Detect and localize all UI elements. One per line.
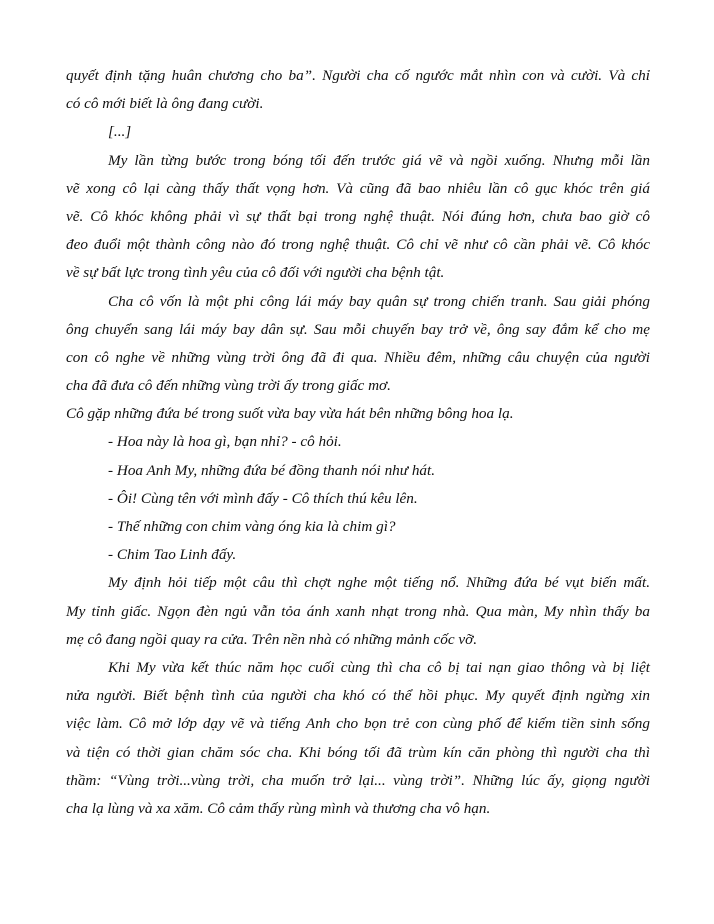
- document-body: [66, 62, 650, 823]
- text-line: My tỉnh giấc. Ngọn đèn ngủ vẫn tỏa ánh xanh nhạt trong nhà. Qua màn, My nhìn thấy ba: [66, 602, 650, 620]
- text-line: mẹ cô đang ngồi quay ra cửa. Trên nền nhà có những mảnh cốc vỡ.: [66, 630, 478, 648]
- text-line: thầm: “Vùng trời...vùng trời, cha muốn trở lại... vùng trời”. Những lúc ấy, giọng người: [66, 771, 650, 789]
- text-line: việc làm. Cô mở lớp dạy vẽ và tiếng Anh cho bọn trẻ con cùng phố để kiếm tiền sinh sống: [66, 715, 650, 733]
- dialogue-line: - Hoa Anh My, những đứa bé đồng thanh nói như hát.: [108, 461, 436, 479]
- text-line: quyết định tặng huân chương cho ba”. Người cha cố ngước mắt nhìn con và cười. Và chỉ: [66, 67, 650, 84]
- text-line: về sự bất lực trong tình yêu của cô đối với người cha bệnh tật.: [66, 264, 445, 282]
- text-line: Khi My vừa kết thúc năm học cuối cùng thì cha cô bị tai nạn giao thông và bị liệt: [108, 658, 650, 676]
- text-line: My định hỏi tiếp một câu thì chợt nghe một tiếng nổ. Những đứa bé vụt biến mất.: [108, 574, 650, 592]
- ellipsis-marker: [...]: [108, 123, 132, 141]
- text-line: con cô nghe về những vùng trời ông đã đi qua. Nhiều đêm, những câu chuyện của người: [66, 348, 650, 366]
- text-line: và tiện có thời gian chăm sóc cha. Khi bóng tối đã trùm kín căn phòng thì người cha thì: [66, 743, 650, 761]
- text-line: cha lạ lùng và xa xăm. Cô cảm thấy rùng mình và thương cha vô hạn.: [66, 799, 491, 817]
- text-line: Cô gặp những đứa bé trong suốt vừa bay vừa hát bên những bông hoa lạ.: [66, 405, 514, 423]
- text-line: Cha cô vốn là một phi công lái máy bay quân sự trong chiến tranh. Sau giải phóng: [108, 292, 650, 310]
- text-line: cha đã đưa cô đến những vùng trời ấy trong giấc mơ.: [66, 377, 391, 395]
- text-line: My lần từng bước trong bóng tối đến trước giá vẽ và ngồi xuống. Nhưng mỗi lần: [108, 151, 650, 169]
- text-line: có cô mới biết là ông đang cười.: [66, 95, 264, 113]
- text-line: vẽ xong cô lại càng thấy thất vọng hơn. Và cũng đã bao nhiêu lần cô gục khóc trên giá: [66, 179, 650, 197]
- text-line: ông chuyển sang lái máy bay dân sự. Sau mỗi chuyến bay trở về, ông say đắm kể cho mẹ: [66, 320, 650, 338]
- dialogue-line: - Ôi! Cùng tên với mình đấy - Cô thích thú kêu lên.: [108, 489, 418, 507]
- text-line: vẽ. Cô khóc không phải vì sự thất bại trong nghệ thuật. Nói đúng hơn, chưa bao giờ cô: [66, 207, 650, 225]
- dialogue-line: - Thế những con chim vàng óng kia là chim gì?: [108, 518, 396, 535]
- text-line: đeo đuổi một thành công nào đó trong nghệ thuật. Cô chỉ vẽ như cô cần phải vẽ. Cô khóc: [66, 236, 650, 254]
- dialogue-line: - Hoa này là hoa gì, bạn nhỉ? - cô hỏi.: [108, 433, 342, 451]
- dialogue-line: - Chim Tao Linh đấy.: [108, 546, 237, 564]
- text-line: nửa người. Biết bệnh tình của người cha khó có thể hồi phục. My quyết định ngừng xin: [66, 687, 650, 705]
